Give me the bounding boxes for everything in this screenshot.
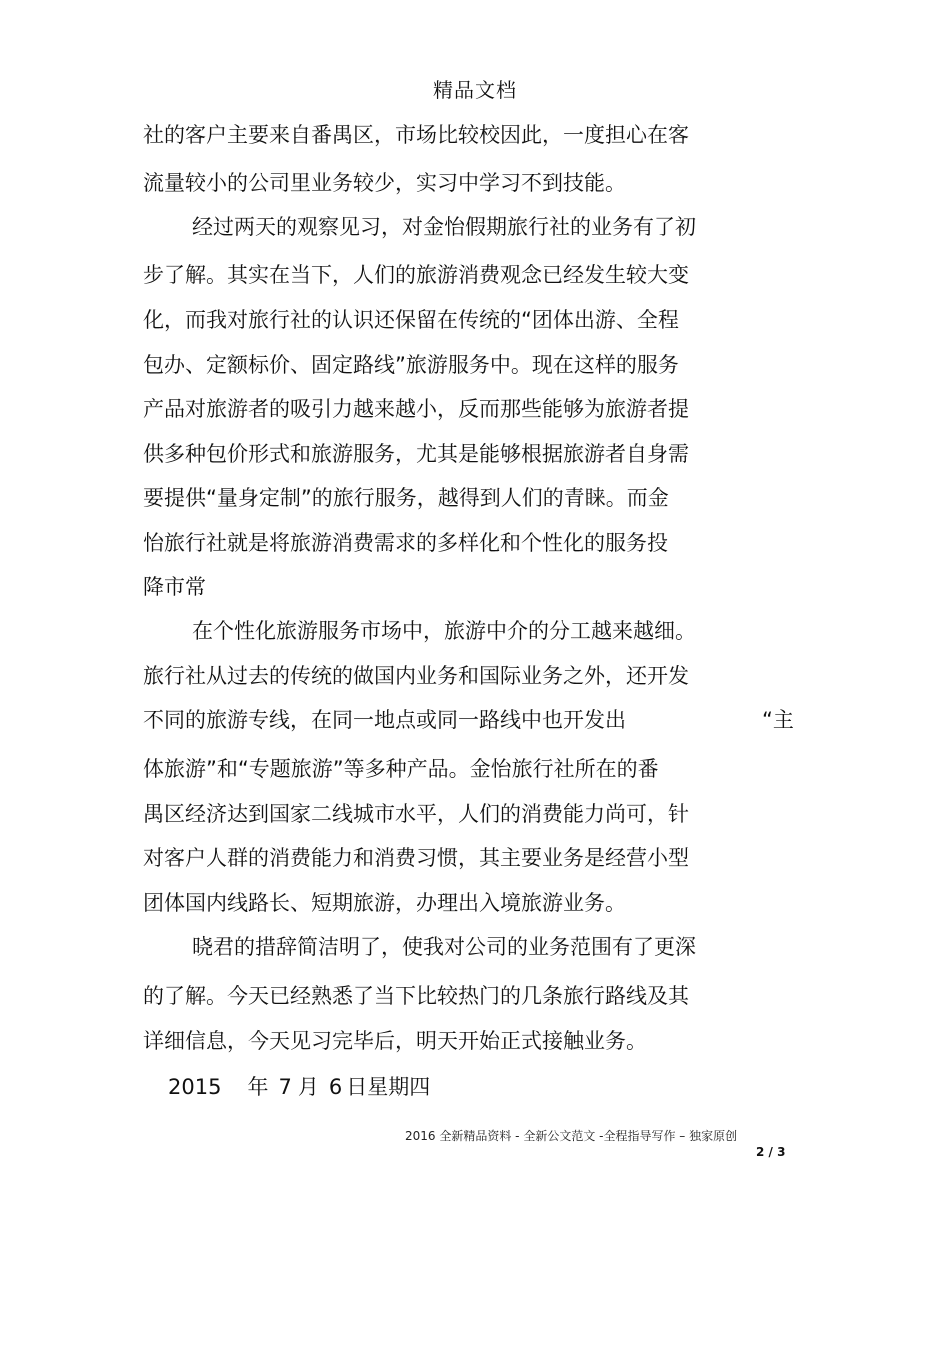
date-day-unit: 日星期四 xyxy=(346,1075,431,1099)
date-month: 7 xyxy=(278,1075,292,1099)
date-month-unit: 月 xyxy=(297,1075,319,1099)
page-number: 2 / 3 xyxy=(756,1145,786,1159)
paragraph3-line-2: 旅行社从过去的传统的做国内业务和国际业务之外，还开发 xyxy=(143,664,689,688)
paragraph3-line-5: 禺区经济达到国家二线城市水平，人们的消费能力尚可，针 xyxy=(143,802,689,826)
paragraph2-line-2: 步了解。其实在当下，人们的旅游消费观念已经发生较大变 xyxy=(143,263,689,287)
paragraph2-line-3: 化，而我对旅行社的认识还保留在传统的“团体出游、全程 xyxy=(143,308,679,332)
paragraph3-line-7: 团体国内线路长、短期旅游，办理出入境旅游业务。 xyxy=(143,891,626,915)
paragraph2-line-6: 供多种包价形式和旅游服务，尤其是能够根据旅游者自身需 xyxy=(143,442,689,466)
date-day: 6 xyxy=(328,1075,343,1099)
paragraph3-line-3: 不同的旅游专线，在同一地点或同一路线中也开发出 xyxy=(143,708,626,732)
paragraph2-line-4: 包办、定额标价、固定路线”旅游服务中。现在这样的服务 xyxy=(143,353,679,377)
page-header-title: 精品文档 xyxy=(433,78,517,102)
footer-text: 2016 全新精品资料 - 全新公文范文 -全程指导写作 – 独家原创 xyxy=(405,1129,738,1143)
paragraph3-line-6: 对客户人群的消费能力和消费习惯，其主要业务是经营小型 xyxy=(143,846,689,870)
paragraph4-line-2: 的了解。今天已经熟悉了当下比较热门的几条旅行路线及其 xyxy=(143,984,689,1008)
paragraph2-line-9: 降市常 xyxy=(143,575,206,599)
date-line xyxy=(168,1074,430,1100)
paragraph2-line-1: 经过两天的观察见习，对金怡假期旅行社的业务有了初 xyxy=(192,215,696,239)
date-year-unit: 年 xyxy=(247,1075,269,1099)
paragraph2-line-5: 产品对旅游者的吸引力越来越小，反而那些能够为旅游者提 xyxy=(143,397,689,421)
paragraph3-line-4: 体旅游”和“专题旅游”等多种产品。金怡旅行社所在的番 xyxy=(143,757,659,781)
paragraph4-line-1: 晓君的措辞简洁明了，使我对公司的业务范围有了更深 xyxy=(192,935,696,959)
paragraph3-line-1: 在个性化旅游服务市场中，旅游中介的分工越来越细。 xyxy=(192,619,696,643)
paragraph1-line-1: 社的客户主要来自番禺区，市场比较校因此，一度担心在客 xyxy=(143,123,689,147)
paragraph4-line-3: 详细信息，今天见习完毕后，明天开始正式接触业务。 xyxy=(143,1029,647,1053)
paragraph3-trailing-quote: “主 xyxy=(762,708,794,732)
date-year: 2015 xyxy=(168,1075,222,1099)
paragraph1-line-2: 流量较小的公司里业务较少，实习中学习不到技能。 xyxy=(143,171,626,195)
paragraph2-line-7: 要提供“量身定制”的旅行服务，越得到人们的青睐。而金 xyxy=(143,486,669,510)
paragraph2-line-8: 怡旅行社就是将旅游消费需求的多样化和个性化的服务投 xyxy=(143,531,668,555)
